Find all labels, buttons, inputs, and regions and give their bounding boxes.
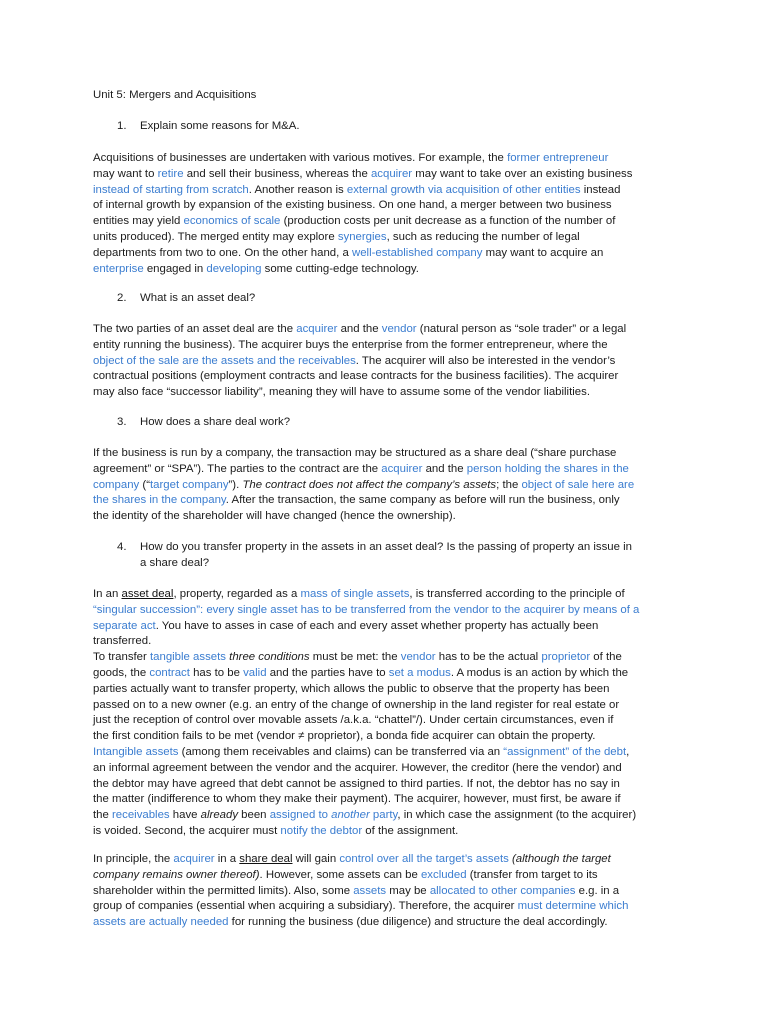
highlight: valid (243, 666, 267, 679)
text: e.g. in a (575, 884, 620, 897)
text: a share deal? (140, 556, 210, 569)
highlight: must determine which (517, 900, 629, 913)
question-text: Explain some reasons for M&A. (140, 120, 300, 132)
highlight: object of sale here are (521, 478, 635, 491)
text: , (626, 745, 630, 758)
text: To transfer (93, 651, 150, 664)
highlight: excluded (420, 868, 467, 881)
highlight: external growth via acquisition of other entities (346, 183, 581, 196)
text: an informal agreement between the vendor and the acquirer. However, the creditor (here the vendor) and (93, 761, 622, 774)
highlight: instead of starting from scratch (93, 183, 249, 196)
question-number: 3. (117, 416, 127, 428)
text: and sell their business, whereas the (183, 167, 371, 180)
highlight: well-established company (351, 246, 483, 259)
text: , in which case the assignment (to the acquirer) (397, 809, 637, 822)
highlight: object of the sale are the assets and the receivables (93, 354, 356, 367)
text: (among them receivables and claims) can be transferred via an (178, 745, 504, 758)
highlight: contract (149, 666, 190, 679)
highlight: acquirer (381, 462, 423, 475)
text: (natural person as “sole trader” or a legal (416, 323, 627, 335)
text: shareholder within the permitted limits). Also, some (93, 884, 354, 897)
text: will gain (292, 853, 340, 865)
italic-text: (although the target (512, 853, 611, 865)
question-number: 4. (117, 541, 127, 553)
paragraph-share-deal (93, 446, 678, 525)
highlight: assets (353, 884, 387, 897)
text: units produced). The merged entity may explore (93, 230, 338, 243)
highlight: acquirer (173, 853, 215, 865)
highlight: mass of single assets (300, 588, 410, 600)
highlight: separate act (93, 619, 156, 632)
highlight: assigned to (269, 809, 332, 822)
highlight: economics of scale (183, 215, 281, 228)
text: the first condition fails to be met (vendor ≠ proprietor), a bonda fide acquirer can obtain the property. (93, 730, 596, 743)
text: may want to take over an existing business (412, 167, 633, 180)
paragraph-share-deal-control (93, 852, 678, 931)
text: In principle, the (93, 853, 174, 865)
text: the identity of the shareholder will have changed (hence the ownership). (93, 510, 456, 523)
highlight: another (331, 809, 370, 822)
text: the matter (indifference to whom they make their payment). The acquirer, however, must first, be aware if (93, 793, 621, 806)
highlight: notify the debtor (280, 824, 363, 837)
text: of the assignment. (362, 824, 459, 837)
text: The two parties of an asset deal are the (93, 323, 297, 335)
highlight: target company (150, 478, 229, 491)
highlight: party (369, 809, 398, 822)
highlight: the shares in the company (93, 494, 226, 507)
text: Acquisitions of businesses are undertaken with various motives. For example, the (93, 152, 508, 164)
highlight: assets are actually needed (93, 916, 229, 929)
text: may want to acquire an (482, 246, 604, 259)
highlight: person holding the shares in the (466, 462, 629, 475)
text: engaged in (143, 262, 207, 275)
highlight: enterprise (93, 262, 144, 275)
text: transferred. (93, 635, 152, 648)
text: may be (386, 884, 430, 897)
text: has to be (189, 666, 244, 679)
highlight: acquirer (296, 323, 338, 335)
page-title: Unit 5: Mergers and Acquisitions (93, 89, 257, 101)
text: (transfer from target to its (466, 868, 598, 881)
text: must be met: the (309, 651, 401, 664)
highlight: Intangible assets (93, 745, 179, 758)
highlight: synergies (337, 230, 387, 243)
text: the debtor may have agreed that debt cannot be assigned to third parties. If not, the debtor has no say in (93, 777, 620, 790)
text: and the parties have to (266, 666, 389, 679)
text: . The acquirer will also be interested in the vendor’s (355, 354, 616, 367)
text: (production costs per unit decrease as a function of the number of (280, 215, 616, 228)
text: for running the business (due diligence) and structure the deal accordingly. (228, 916, 608, 929)
highlight: “singular succession”: every single asset has to be transferred from the vendor to the acquirer by means of a (93, 603, 640, 616)
text: may want to (93, 167, 158, 180)
text: passed on to a new owner (e.g. an entry of the change of ownership in the land register for real estate or (93, 698, 620, 711)
text: How do you transfer property in the assets in an asset deal? Is the passing of property an issue in (140, 541, 632, 553)
text: . However, some assets can be (259, 868, 421, 881)
text: departments from two to one. On the other hand, a (93, 246, 352, 259)
text: ”). (228, 478, 243, 491)
text: parties actually want to transfer property, which allows the public to observe that the property has been (93, 682, 610, 695)
text: . Another reason is (248, 183, 347, 196)
text: group of companies (essential when acquiring a subsidiary). Therefore, the acquirer (93, 900, 518, 913)
question-text: What is an asset deal? (140, 292, 256, 304)
text: If the business is run by a company, the transaction may be structured as a share deal (“share purchase (93, 447, 617, 459)
text: of internal growth by expansion of the existing business. On one hand, a merger between two business (93, 199, 612, 212)
text: (“ (139, 478, 150, 491)
text: , is transferred according to the principle of (409, 588, 625, 600)
text: . After the transaction, the same company as before will run the business, only (225, 494, 620, 507)
text: is voided. Second, the acquirer must (93, 824, 281, 837)
text: . You have to asses in case of each and every asset whether property has actually been (155, 619, 599, 632)
highlight: retire (157, 167, 184, 180)
highlight: company (93, 478, 140, 491)
underlined-text: asset deal (121, 588, 174, 600)
paragraph-asset-deal (93, 322, 678, 401)
italic-text: The contract does not affect the company’s assets (242, 478, 497, 491)
highlight: tangible assets (149, 651, 226, 664)
highlight: control over all the target’s assets (339, 853, 509, 865)
highlight: proprietor (541, 651, 591, 664)
text: of the (590, 651, 622, 664)
text: the (93, 809, 112, 822)
text: been (238, 809, 270, 822)
text: just the reception of control over movable assets /a.k.a. “chattel”/). Under certain circumstances, even if (93, 714, 614, 727)
text: may also face “successor liability”, meaning they will have to assume some of the vendor liabilities. (93, 386, 590, 399)
text: ; the (496, 478, 522, 491)
question-number: 2. (117, 292, 127, 304)
highlight: acquirer (370, 167, 413, 180)
text: have (169, 809, 201, 822)
underlined-text: share deal (239, 853, 293, 865)
text: , such as reducing the number of legal (386, 230, 580, 243)
highlight: set a modus (388, 666, 451, 679)
italic-text: three conditions (229, 651, 310, 664)
italic-text: company remains owner thereof) (93, 868, 260, 881)
text: , property, regarded as a (173, 588, 301, 600)
text: goods, the (93, 666, 150, 679)
text: contractual positions (employment contracts and lease contracts for the business facilities). The acquirer (93, 370, 619, 383)
paragraph-asset-transfer (93, 587, 678, 840)
paragraph-reasons (93, 151, 678, 277)
question-text: How does a share deal work? (140, 416, 291, 428)
text: and the (422, 462, 467, 475)
text: agreement” or “SPA”). The parties to the contract are the (93, 462, 382, 475)
highlight: allocated to other companies (429, 884, 576, 897)
question-number: 1. (117, 120, 127, 132)
text: . A modus is an action by which the (450, 666, 629, 679)
highlight: former entrepreneur (507, 152, 609, 164)
text: has to be the actual (435, 651, 542, 664)
highlight: vendor (381, 323, 417, 335)
highlight: developing (206, 262, 262, 275)
highlight: receivables (112, 809, 170, 822)
text: and the (337, 323, 382, 335)
highlight: “assignment” of the debt (503, 745, 627, 758)
text: In an (93, 588, 122, 600)
question-text (140, 540, 680, 572)
highlight: vendor (400, 651, 436, 664)
text: entities may yield (93, 215, 184, 228)
text: in a (214, 853, 240, 865)
text: entity running the business). The acquirer buys the enterprise from the former entrepreneur, where the (93, 338, 608, 351)
text: some cutting-edge technology. (261, 262, 419, 275)
text: instead (580, 183, 621, 196)
italic-text: already (200, 809, 239, 822)
